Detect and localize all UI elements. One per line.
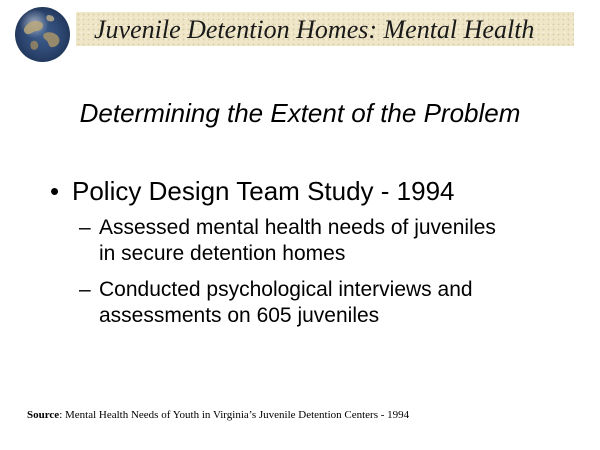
sub-bullet-item — [75, 277, 575, 329]
source-citation — [27, 408, 409, 422]
source-label: Source — [27, 409, 60, 421]
source-text: : Mental Health Needs of Youth in Virginia’s Juvenile Detention Centers - 1994 — [59, 409, 410, 421]
sub-bullet-item — [75, 215, 575, 267]
bullet-text: Policy Design Team Study - 1994 — [72, 176, 455, 206]
bullet-item — [50, 175, 455, 207]
bullet-glyph: • — [50, 176, 60, 206]
sub-bullet-list — [75, 215, 575, 339]
dash-glyph: – — [79, 278, 91, 301]
sub-bullet-line: Assessed mental health needs of juveniles — [99, 216, 496, 239]
globe-icon — [15, 7, 70, 62]
sub-bullet-line: in secure detention homes — [99, 242, 346, 265]
sub-bullet-line: assessments on 605 juveniles — [99, 304, 380, 327]
slide-subtitle: Determining the Extent of the Problem — [79, 98, 521, 128]
slide-title: Juvenile Detention Homes: Mental Health — [94, 15, 535, 44]
dash-glyph: – — [79, 216, 91, 239]
sub-bullet-line: Conducted psychological interviews and — [99, 278, 473, 301]
